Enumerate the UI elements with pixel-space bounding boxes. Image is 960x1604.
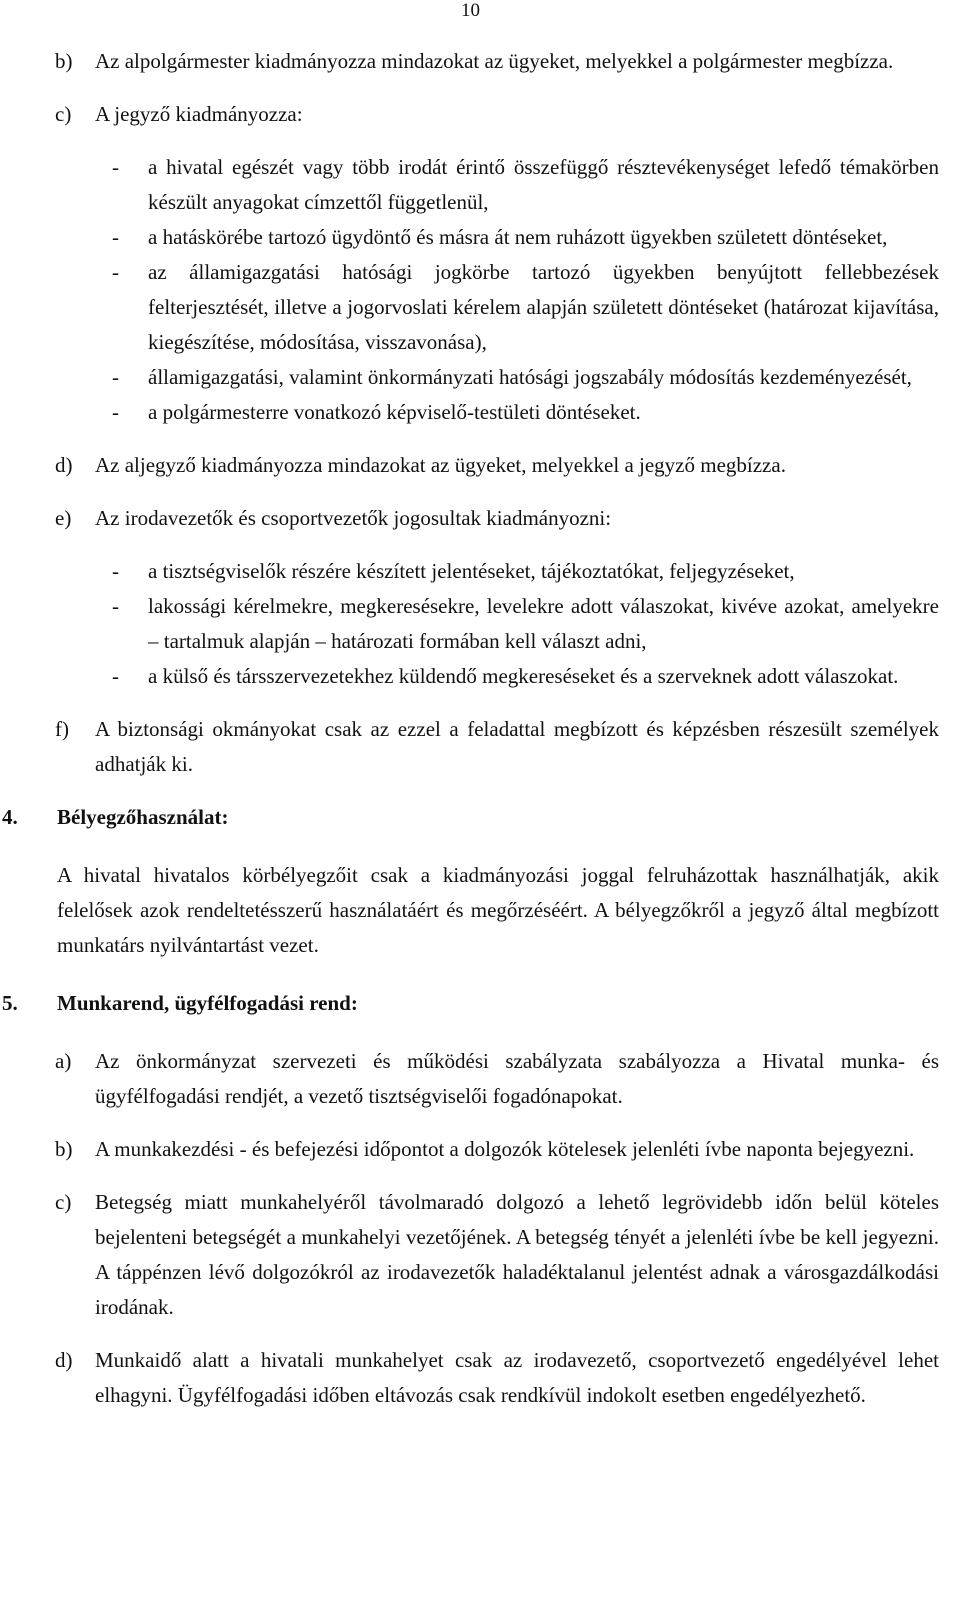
item-label: a) xyxy=(55,1049,72,1073)
bullet-item xyxy=(0,360,960,395)
item-text: Az aljegyző kiadmányozza mindazokat az ügyeket, melyekkel a jegyző megbízza. xyxy=(95,453,786,477)
item-text: Az irodavezetők és csoportvezetők jogosultak kiadmányozni: xyxy=(95,506,612,530)
bullet-item xyxy=(0,255,960,360)
item-label: f) xyxy=(55,717,69,741)
bullet-item xyxy=(0,150,960,220)
item-text: A munkakezdési - és befejezési időpontot a dolgozók kötelesek jelenléti ívbe naponta bejegyezni. xyxy=(95,1137,915,1161)
item-3e xyxy=(0,501,960,536)
section-number: 4. xyxy=(2,805,18,829)
bullet-item xyxy=(0,659,960,694)
item-3f xyxy=(0,712,960,782)
item-3d xyxy=(0,448,960,483)
bullet-item xyxy=(0,395,960,430)
section-heading-5 xyxy=(0,986,960,1021)
item-5b xyxy=(0,1132,960,1167)
dash-marker: - xyxy=(112,155,119,179)
dash-marker: - xyxy=(112,260,119,284)
dash-marker: - xyxy=(112,365,119,389)
item-5c xyxy=(0,1185,960,1325)
dash-marker: - xyxy=(112,664,119,688)
dash-marker: - xyxy=(112,225,119,249)
item-label: b) xyxy=(55,49,73,73)
section-title: Munkarend, ügyfélfogadási rend: xyxy=(57,991,358,1015)
item-label: e) xyxy=(55,506,72,530)
bullet-item xyxy=(0,589,960,659)
item-label: b) xyxy=(55,1137,73,1161)
item-label: d) xyxy=(55,1348,73,1372)
item-text: Az alpolgármester kiadmányozza mindazokat az ügyeket, melyekkel a polgármester megbízza. xyxy=(95,49,894,73)
dash-marker: - xyxy=(112,400,119,424)
item-text: Munkaidő alatt a hivatali munkahelyet csak az irodavezető, csoportvezető engedélyével lehet elhagyni. Ügyfélfogadási időben eltávozás csak rendkívül indokolt esetben engedélyezhető. xyxy=(95,1348,939,1407)
bullet-text: az államigazgatási hatósági jogkörbe tartozó ügyekben benyújtott fellebbezések felterjesztését, illetve a jogorvoslati kérelem alapján született döntéseket (határozat kijavítása, kiegészítése, módosítása, visszavonása), xyxy=(148,260,939,354)
bullet-text: államigazgatási, valamint önkormányzati hatósági jogszabály módosítás kezdeményezését, xyxy=(148,365,912,389)
dash-marker: - xyxy=(112,594,119,618)
bullet-list-3e xyxy=(0,554,960,694)
item-label: c) xyxy=(55,1190,72,1214)
bullet-text: a polgármesterre vonatkozó képviselő-testületi döntéseket. xyxy=(148,400,641,424)
bullet-text: a tisztségviselők részére készített jelentéseket, tájékoztatókat, feljegyzéseket, xyxy=(148,559,795,583)
section-4-paragraph: A hivatal hivatalos körbélyegzőit csak a kiadmányozási joggal felruházottak használhatják, akik felelősek azok rendeltetésszerű használatáért és megőrzéséért. A bélyegzőkről a jegyző által megbízott munkatárs nyilvántartást vezet. xyxy=(57,863,939,957)
item-5d xyxy=(0,1343,960,1413)
bullet-text: a külső és társszervezetekhez küldendő megkereséseket és a szerveknek adott válaszokat. xyxy=(148,664,899,688)
page-number: 10 xyxy=(461,0,480,21)
bullet-text: a hivatal egészét vagy több irodát érintő összefüggő résztevékenységet lefedő témakörben készült anyagokat címzettől függetlenül, xyxy=(148,155,939,214)
item-3b xyxy=(0,44,960,79)
item-label: c) xyxy=(55,102,72,126)
bullet-item xyxy=(0,220,960,255)
item-text: A jegyző kiadmányozza: xyxy=(95,102,303,126)
item-text: Az önkormányzat szervezeti és működési szabályzata szabályozza a Hivatal munka- és ügyfélfogadási rendjét, a vezető tisztségviselői fogadónapokat. xyxy=(95,1049,939,1108)
item-label: d) xyxy=(55,453,73,477)
item-3c xyxy=(0,97,960,132)
item-text: Betegség miatt munkahelyéről távolmaradó dolgozó a lehető legrövidebb időn belül köteles bejelenteni betegségét a munkahelyi vezetőjének. A betegség tényét a jelenléti ívbe be kell jegyezni. A táppénzen lévő dolgozókról az irodavezetők haladéktalanul jelentést adnak a városgazdálkodási irodának. xyxy=(95,1190,939,1319)
document-body xyxy=(0,44,960,1413)
section-heading-4 xyxy=(0,800,960,835)
dash-marker: - xyxy=(112,559,119,583)
section-number: 5. xyxy=(2,991,18,1015)
item-5a xyxy=(0,1044,960,1114)
bullet-list-3c xyxy=(0,150,960,430)
item-text: A biztonsági okmányokat csak az ezzel a feladattal megbízott és képzésben részesült személyek adhatják ki. xyxy=(95,717,939,776)
bullet-item xyxy=(0,554,960,589)
section-title: Bélyegzőhasználat: xyxy=(57,805,229,829)
bullet-text: a hatáskörébe tartozó ügydöntő és másra át nem ruházott ügyekben született döntéseket, xyxy=(148,225,888,249)
bullet-text: lakossági kérelmekre, megkeresésekre, levelekre adott válaszokat, kivéve azokat, amelyekre – tartalmuk alapján – határozati formában kell választ adni, xyxy=(148,594,939,653)
